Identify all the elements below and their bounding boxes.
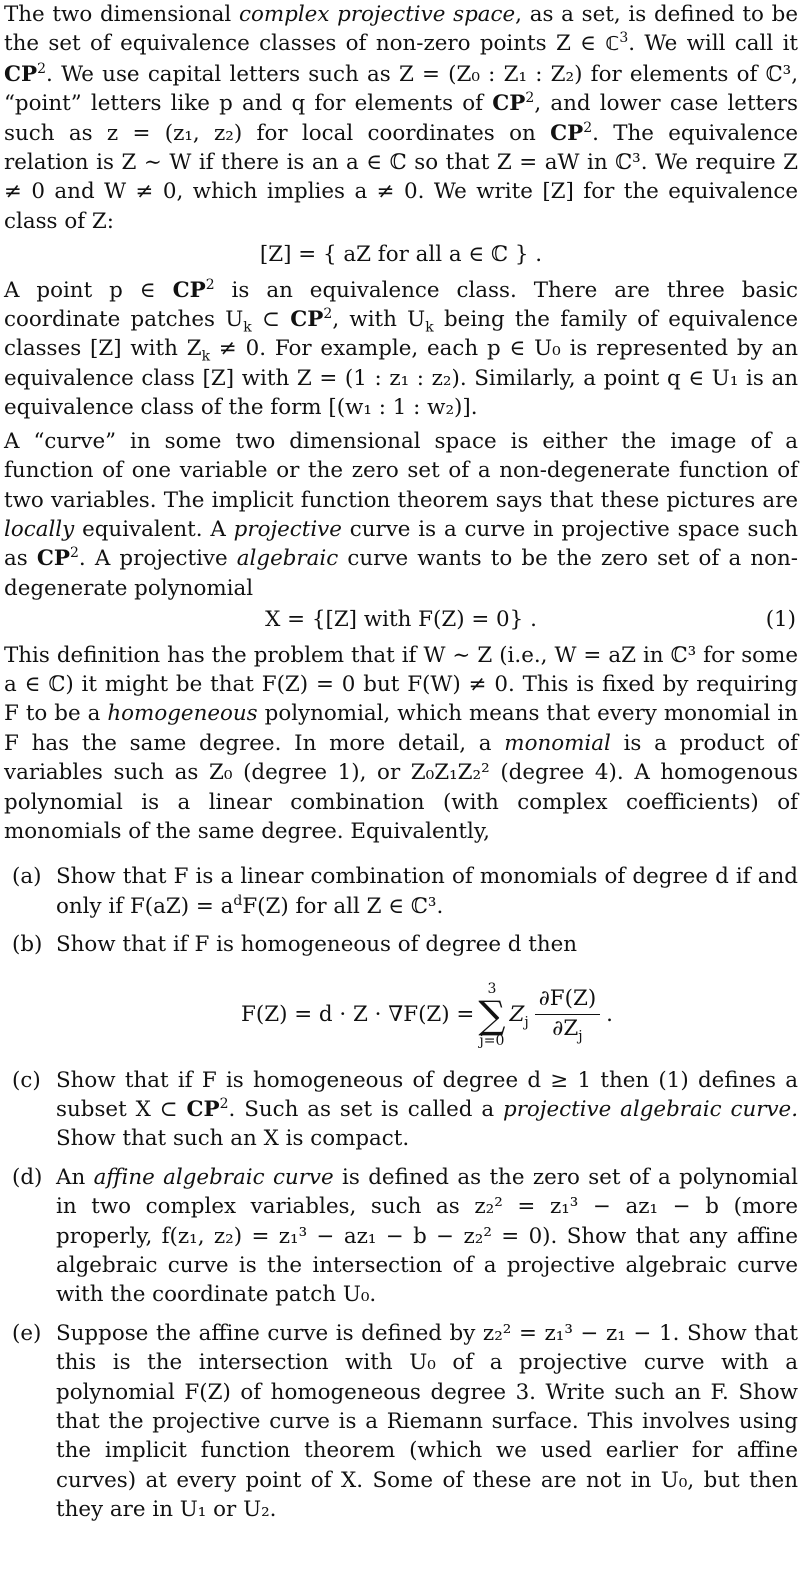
summation bbox=[478, 982, 505, 1048]
text: . Such as set is called a bbox=[228, 1097, 504, 1122]
text: curve wants to be the zero set of a non-degenerate polynomial bbox=[4, 546, 798, 601]
text: F(Z) for all Z ∈ ℂ³. bbox=[242, 893, 444, 919]
superscript: 2 bbox=[205, 276, 215, 293]
text: is defined as the zero set of a polynomial in two complex variables, such as z₂² = z₁³ − az₁ − b (more properly, f(z₁, z₂) = z₁³ − az₁ − b − z₂² = 0). Show that any affine algebraic curve is the intersection of a projective algebraic curve with the coordinate patch U₀. bbox=[56, 1164, 798, 1308]
term-monomial: monomial bbox=[504, 730, 611, 756]
superscript: d bbox=[233, 892, 243, 909]
superscript: 2 bbox=[219, 1095, 229, 1112]
euler-identity-equation bbox=[56, 974, 798, 1056]
cp2-symbol: CP bbox=[172, 277, 206, 303]
fraction-numerator: ∂F(Z) bbox=[535, 987, 600, 1015]
cp2-symbol: CP bbox=[186, 1097, 220, 1122]
part-label: (b) bbox=[12, 932, 43, 958]
term-affine-algebraic-curve: affine algebraic curve bbox=[93, 1164, 334, 1190]
equation-1 bbox=[4, 605, 798, 634]
equation-lhs: F(Z) = d · Z · ∇F(Z) = bbox=[241, 1001, 475, 1027]
text: ∂Z bbox=[552, 1016, 579, 1042]
cp2-symbol: CP bbox=[550, 120, 584, 146]
term-projective-algebraic-curve: projective algebraic curve. bbox=[503, 1097, 798, 1122]
coordinate-patches-paragraph bbox=[4, 276, 798, 423]
subscript: k bbox=[425, 319, 434, 336]
subscript: k bbox=[201, 348, 211, 365]
term-projective: projective bbox=[233, 516, 342, 542]
exercise-parts-list bbox=[4, 862, 798, 1524]
superscript: 2 bbox=[323, 305, 333, 322]
part-c bbox=[4, 1066, 798, 1154]
text: , and lower case letters such as z = (z₁, z₂) for local coordinates on bbox=[4, 91, 798, 146]
text: The two dimensional bbox=[4, 2, 239, 27]
text: A “curve” in some two dimensional space is either the image of a function of one variable or the zero set of a non-degenerate function of two variables. The implicit function theorem says that these pictures are bbox=[4, 428, 798, 513]
equation-number: (1) bbox=[765, 607, 796, 633]
superscript: 2 bbox=[37, 60, 47, 77]
text: . bbox=[606, 1001, 613, 1027]
text: curve is a curve in projective space such as bbox=[4, 516, 799, 572]
text: polynomial, which means that every monomial in F has the same degree. In more detail, a bbox=[4, 701, 798, 756]
superscript: 2 bbox=[69, 545, 79, 562]
homogeneous-paragraph bbox=[4, 641, 798, 847]
superscript: 2 bbox=[583, 119, 593, 136]
text: . A projective bbox=[78, 546, 237, 572]
text: This definition has the problem that if W ∼ Z (i.e., W = aZ in ℂ³ for some a ∈ ℂ) it might be that F(Z) = 0 but F(W) ≠ 0. This is fixed by requiring F to be a bbox=[4, 642, 798, 727]
superscript: 3 bbox=[619, 30, 629, 47]
partial-derivative-fraction bbox=[535, 986, 600, 1045]
text: . We will call it bbox=[628, 31, 799, 57]
term-locally: locally bbox=[4, 516, 75, 542]
term-homogeneous: homogeneous bbox=[107, 701, 258, 727]
term-complex-projective-space: complex projective space bbox=[239, 2, 516, 27]
subscript: k bbox=[243, 319, 252, 336]
sigma-symbol: ∑ bbox=[478, 992, 506, 1037]
subscript: j bbox=[578, 1028, 583, 1045]
cp2-symbol: CP bbox=[36, 546, 70, 572]
part-d bbox=[4, 1163, 798, 1310]
text: Show that F is a linear combination of monomials of degree d if and only if F(aZ) = a bbox=[56, 864, 798, 919]
part-label: (a) bbox=[12, 864, 42, 890]
superscript: 2 bbox=[525, 90, 535, 107]
part-label: (e) bbox=[12, 1320, 42, 1346]
term-algebraic: algebraic bbox=[236, 546, 339, 572]
text: is a product of variables such as Z₀ (degree 1), or Z₀Z₁Z₂² (degree 4). A homogenous polynomial is a linear combination (with complex coefficients) of monomials of the same degree. Equivalently, bbox=[4, 730, 798, 844]
text: A point p ∈ bbox=[4, 277, 173, 303]
part-label: (c) bbox=[12, 1067, 41, 1093]
part-e bbox=[4, 1319, 798, 1525]
text: equivalent. A bbox=[74, 516, 234, 542]
text: Show that such an X is compact. bbox=[56, 1126, 410, 1152]
part-label: (d) bbox=[12, 1164, 43, 1190]
cp2-symbol: CP bbox=[492, 91, 526, 117]
text: , with U bbox=[332, 307, 426, 333]
text: ≠ 0. For example, each p ∈ U₀ is represented by an equivalence class [Z] with Z = (1 : z₁ : z₂). Similarly, a point q ∈ U₁ is an equivalence class of the form [(w₁ : 1 : w₂)]. bbox=[4, 336, 798, 421]
part-a bbox=[4, 862, 798, 921]
part-b bbox=[4, 930, 798, 1055]
text: Z bbox=[509, 1001, 525, 1027]
cp2-symbol: CP bbox=[4, 61, 38, 87]
intro-paragraph bbox=[4, 0, 798, 236]
z-j-term bbox=[509, 1000, 528, 1029]
text: Suppose the affine curve is defined by z₂² = z₁³ − z₁ − 1. Show that this is the intersection with U₀ of a projective curve with a polynomial F(Z) of homogeneous degree 3. Write such an F. Show that the projective curve is a Riemann surface. This involves using the implicit function theorem (which we used earlier for affine curves) at every point of X. Some of these are not in U₀, but then they are in U₁ or U₂. bbox=[56, 1320, 798, 1523]
fraction-denominator bbox=[548, 1015, 586, 1045]
text: . The equivalence relation is Z ∼ W if there is an a ∈ ℂ so that Z = aW in ℂ³. We require Z ≠ 0 and W ≠ 0, which implies a ≠ 0. We write [Z] for the equivalence class of Z: bbox=[4, 120, 798, 234]
curve-paragraph bbox=[4, 427, 798, 603]
text: Show that if F is homogeneous of degree d ≥ 1 then (1) defines a subset X ⊂ bbox=[56, 1067, 798, 1122]
text: being the family of equivalence classes [Z] with Z bbox=[4, 307, 799, 362]
text: Show that if F is homogeneous of degree d then bbox=[56, 932, 578, 958]
text: . We use capital letters such as Z = (Z₀ : Z₁ : Z₂) for elements of ℂ³, “point” letters like p and q for elements of bbox=[4, 61, 798, 117]
complex-numbers-symbol: ℂ bbox=[605, 33, 620, 56]
sum-lower-limit: j=0 bbox=[479, 1032, 505, 1049]
text: , as a set, is defined to be the set of equivalence classes of non-zero points Z ∈ bbox=[4, 2, 798, 57]
subscript: j bbox=[524, 1014, 529, 1031]
cp2-symbol: CP bbox=[290, 307, 324, 333]
text: is an equivalence class. There are three basic coordinate patches U bbox=[4, 277, 798, 333]
sum-upper-limit: 3 bbox=[487, 980, 497, 997]
equation-1-body: X = {[Z] with F(Z) = 0} . bbox=[265, 607, 537, 633]
equivalence-class-equation: [Z] = { aZ for all a ∈ ℂ } . bbox=[259, 242, 543, 268]
text: ⊂ bbox=[251, 307, 291, 333]
text: An bbox=[56, 1164, 94, 1190]
